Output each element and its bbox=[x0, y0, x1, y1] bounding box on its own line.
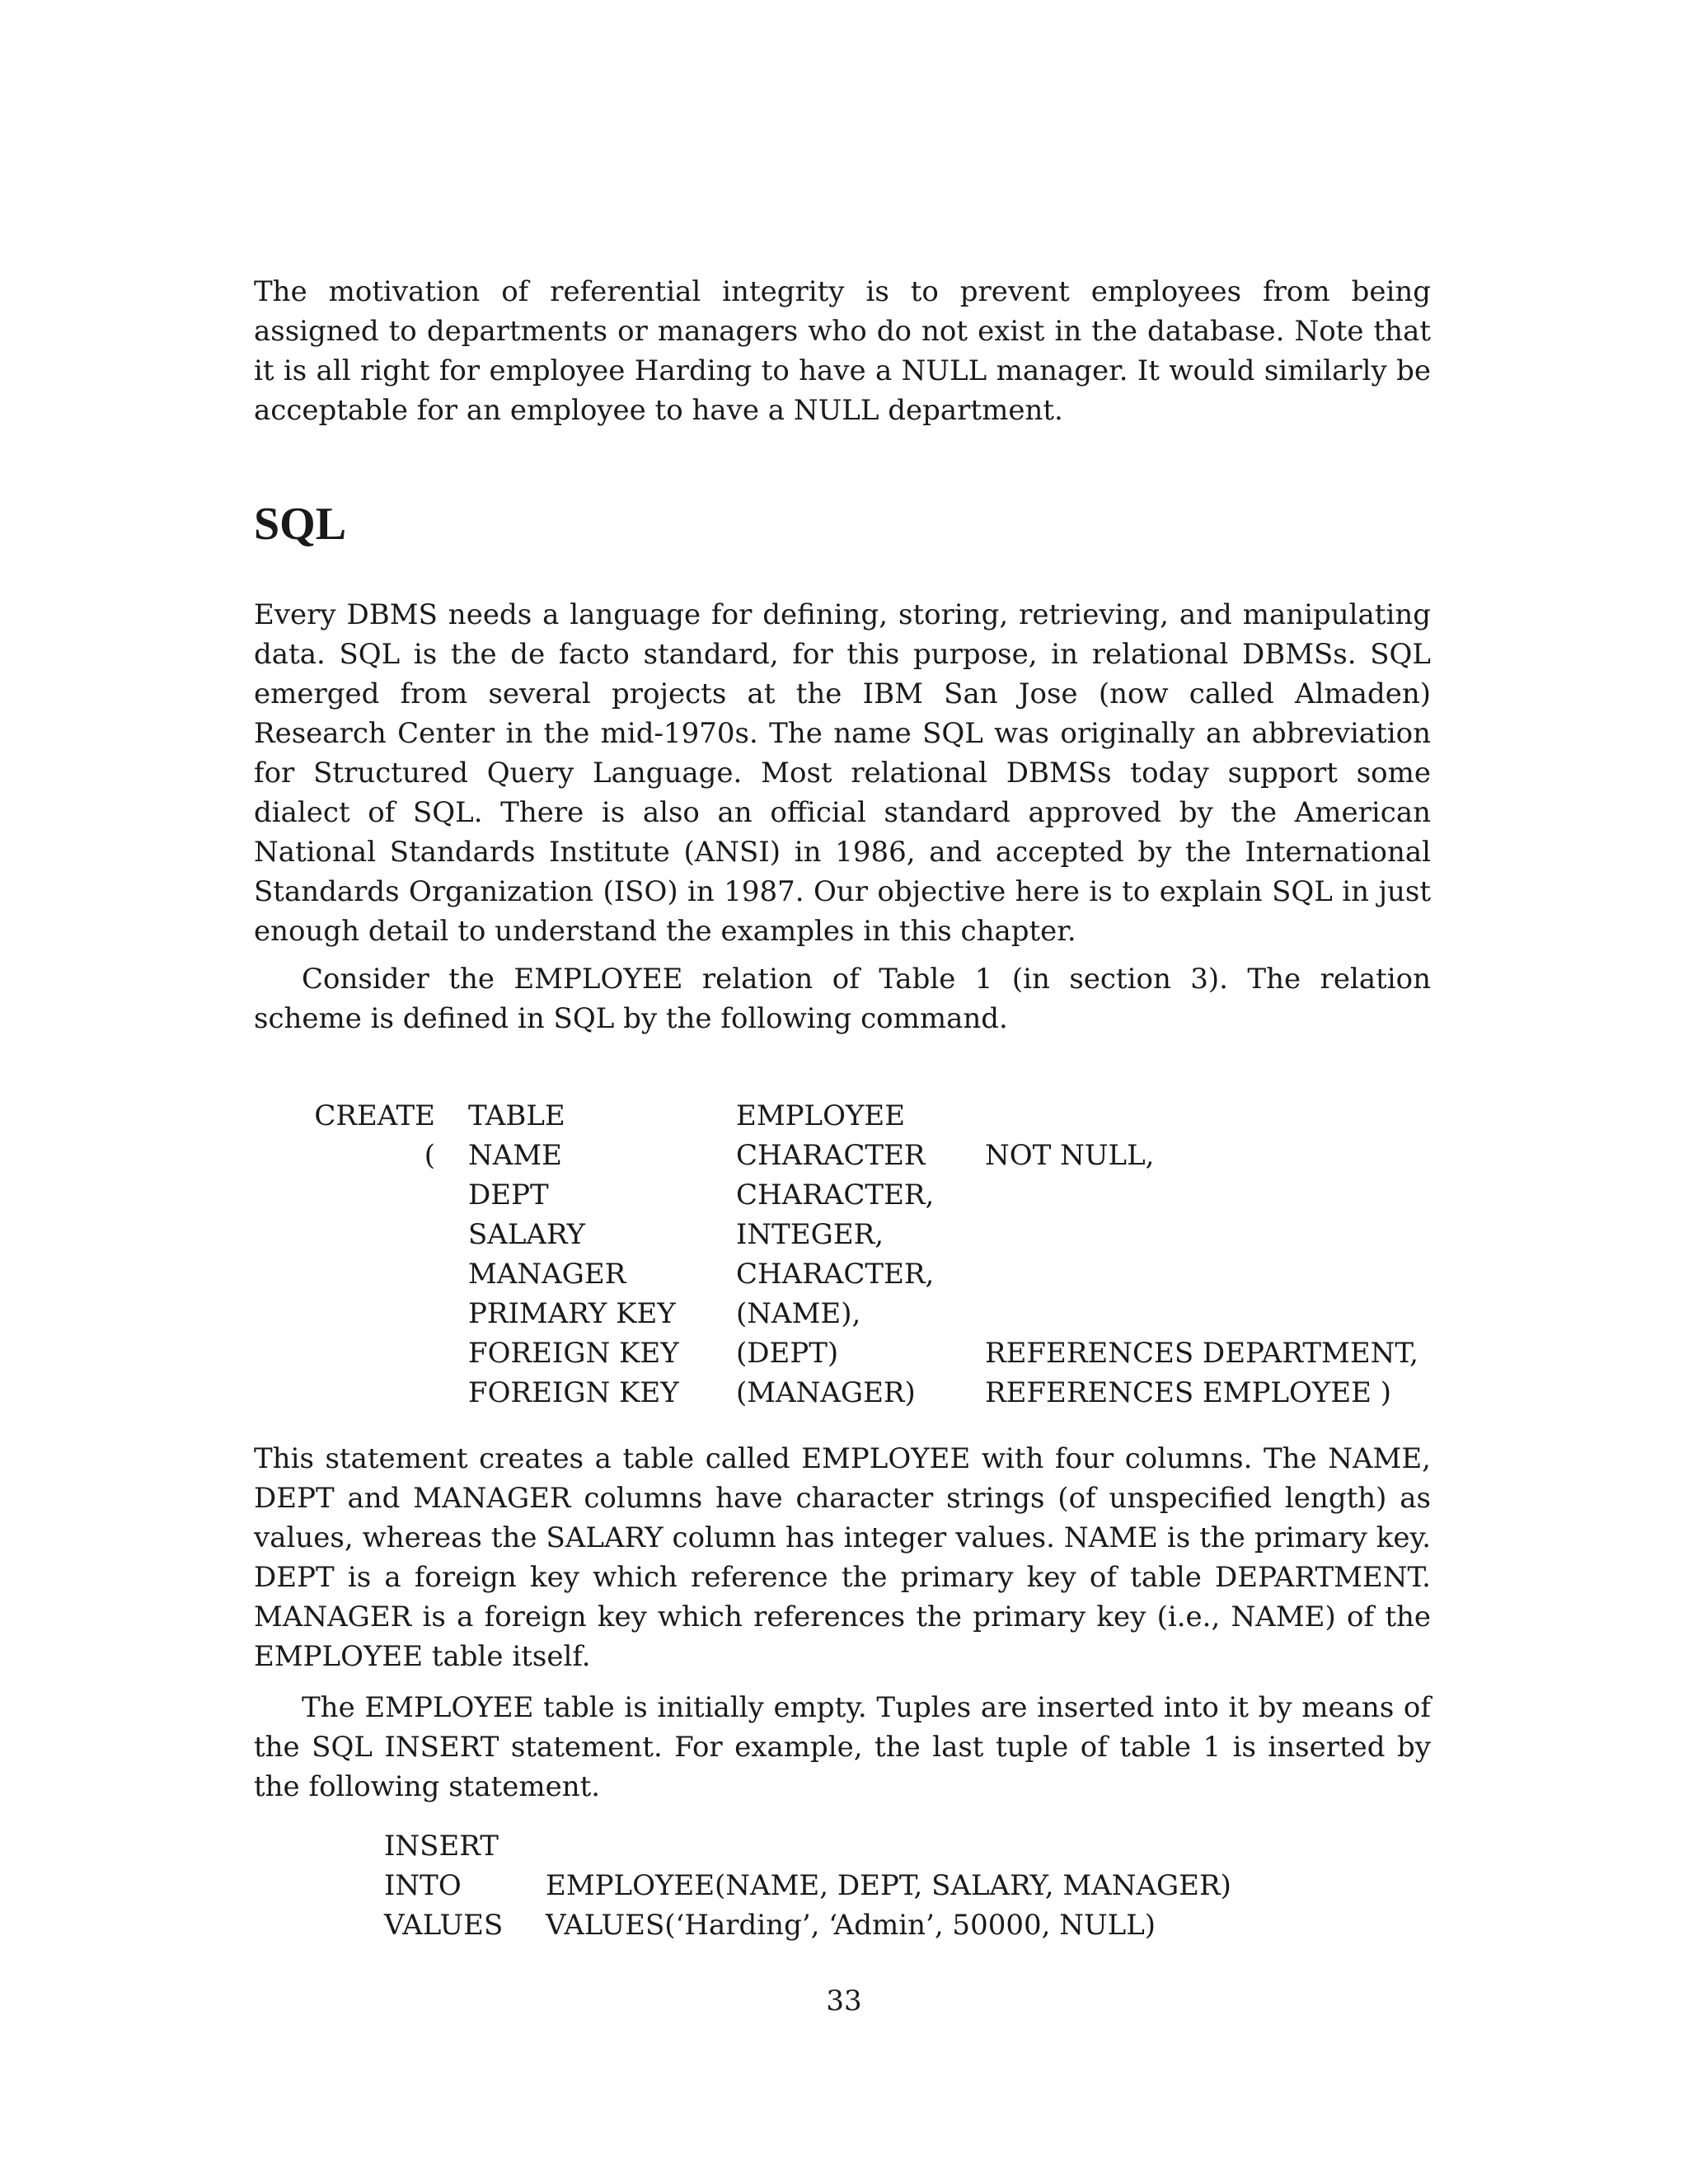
create-statement-token bbox=[985, 1254, 1418, 1294]
paragraph-referential-integrity: The motivation of referential integrity is to prevent employees from being assigned to departments or managers who do not exist in the database. Note that it is all right for employee Harding to have a NULL manager. It would similarly be acceptable for an employee to have a NULL department. bbox=[254, 275, 1431, 427]
page-number: 33 bbox=[826, 1985, 862, 2018]
create-statement-token: REFERENCES DEPARTMENT, bbox=[985, 1337, 1418, 1370]
create-statement-token: CHARACTER, bbox=[736, 1258, 935, 1291]
create-statement-token bbox=[985, 1215, 1418, 1254]
section-heading-sql: SQL bbox=[254, 499, 347, 550]
create-statement-row bbox=[270, 1215, 1418, 1254]
insert-statement-token: INSERT bbox=[384, 1830, 499, 1863]
create-statement-token bbox=[985, 1294, 1418, 1333]
insert-statement-token: VALUES bbox=[384, 1909, 504, 1942]
create-statement-token: (MANAGER) bbox=[736, 1376, 916, 1409]
insert-statement-token bbox=[546, 1826, 1231, 1866]
create-statement-token bbox=[270, 1254, 468, 1294]
paragraph-insert-intro: The EMPLOYEE table is initially empty. Tuples are inserted into it by means of the SQL INSERT statement. For example, the last tuple of table 1 is inserted by the following statement. bbox=[254, 1691, 1431, 1803]
create-statement-token bbox=[270, 1373, 468, 1413]
insert-statement-row bbox=[384, 1866, 1231, 1905]
insert-statement-row bbox=[384, 1826, 1231, 1866]
create-statement-token bbox=[270, 1215, 468, 1254]
create-statement-token: TABLE bbox=[468, 1099, 565, 1132]
create-statement-token bbox=[270, 1294, 468, 1333]
create-statement-row bbox=[270, 1294, 1418, 1333]
create-statement-token bbox=[270, 1175, 468, 1215]
create-statement-row bbox=[270, 1333, 1418, 1373]
create-statement-row bbox=[270, 1175, 1418, 1215]
create-statement-token: MANAGER bbox=[468, 1258, 626, 1291]
create-statement-row bbox=[270, 1136, 1418, 1175]
create-statement-token: REFERENCES EMPLOYEE ) bbox=[985, 1376, 1392, 1409]
create-statement-token: (NAME), bbox=[736, 1297, 861, 1330]
paragraph-sql-intro: Every DBMS needs a language for defining, storing, retrieving, and manipulating data. SQL is the de facto standard, for this purpose, in relational DBMSs. SQL emerged from several projects at the IBM San Jose (now called Almaden) Research Center in the mid-1970s. The name SQL was originally an abbreviation for Structured Query Language. Most relational DBMSs today support some dialect of SQL. There is also an official standard approved by the American National Standards Institute (ANSI) in 1986, and accepted by the International Standards Organization (ISO) in 1987. Our objective here is to explain SQL in just enough detail to understand the examples in this chapter. bbox=[254, 598, 1431, 948]
create-statement-token: NOT NULL, bbox=[985, 1139, 1155, 1172]
create-statement-token: INTEGER, bbox=[736, 1218, 884, 1251]
create-statement-token: SALARY bbox=[468, 1218, 585, 1251]
create-statement-token: CREATE bbox=[314, 1099, 435, 1132]
paragraph-statement-explanation: This statement creates a table called EMPLOYEE with four columns. The NAME, DEPT and MANAGER columns have character strings (of unspecified length) as values, whereas the SALARY column has integer values. NAME is the primary key. DEPT is a foreign key which reference the primary key of table DEPARTMENT. MANAGER is a foreign key which references the primary key (i.e., NAME) of the EMPLOYEE table itself. bbox=[254, 1442, 1431, 1673]
create-statement-row bbox=[270, 1096, 1418, 1136]
create-table-statement bbox=[270, 1096, 1418, 1413]
create-statement-token: EMPLOYEE bbox=[736, 1099, 906, 1132]
create-statement-token: CHARACTER, bbox=[736, 1179, 935, 1212]
create-statement-token bbox=[985, 1096, 1418, 1136]
create-statement-token: FOREIGN KEY bbox=[468, 1376, 679, 1409]
paragraph-employee-relation: Consider the EMPLOYEE relation of Table 1 (in section 3). The relation scheme is defined in SQL by the following command. bbox=[254, 963, 1431, 1035]
create-statement-row bbox=[270, 1373, 1418, 1413]
insert-statement-token: EMPLOYEE(NAME, DEPT, SALARY, MANAGER) bbox=[546, 1869, 1231, 1902]
create-statement-row bbox=[270, 1254, 1418, 1294]
create-statement-token: FOREIGN KEY bbox=[468, 1337, 679, 1370]
insert-statement-token: VALUES(‘Harding’, ‘Admin’, 50000, NULL) bbox=[546, 1909, 1156, 1942]
create-statement-token: NAME bbox=[468, 1139, 562, 1172]
page-body bbox=[254, 272, 1431, 1945]
create-statement-token bbox=[985, 1175, 1418, 1215]
create-statement-token bbox=[270, 1333, 468, 1373]
create-statement-token: (DEPT) bbox=[736, 1337, 839, 1370]
insert-statement-token: INTO bbox=[384, 1869, 462, 1902]
create-statement-token: DEPT bbox=[468, 1179, 549, 1212]
create-statement-token: PRIMARY KEY bbox=[468, 1297, 676, 1330]
insert-statement-row bbox=[384, 1905, 1231, 1945]
insert-statement bbox=[384, 1826, 1231, 1945]
create-statement-token: CHARACTER bbox=[736, 1139, 926, 1172]
create-statement-token: ( bbox=[424, 1139, 435, 1172]
